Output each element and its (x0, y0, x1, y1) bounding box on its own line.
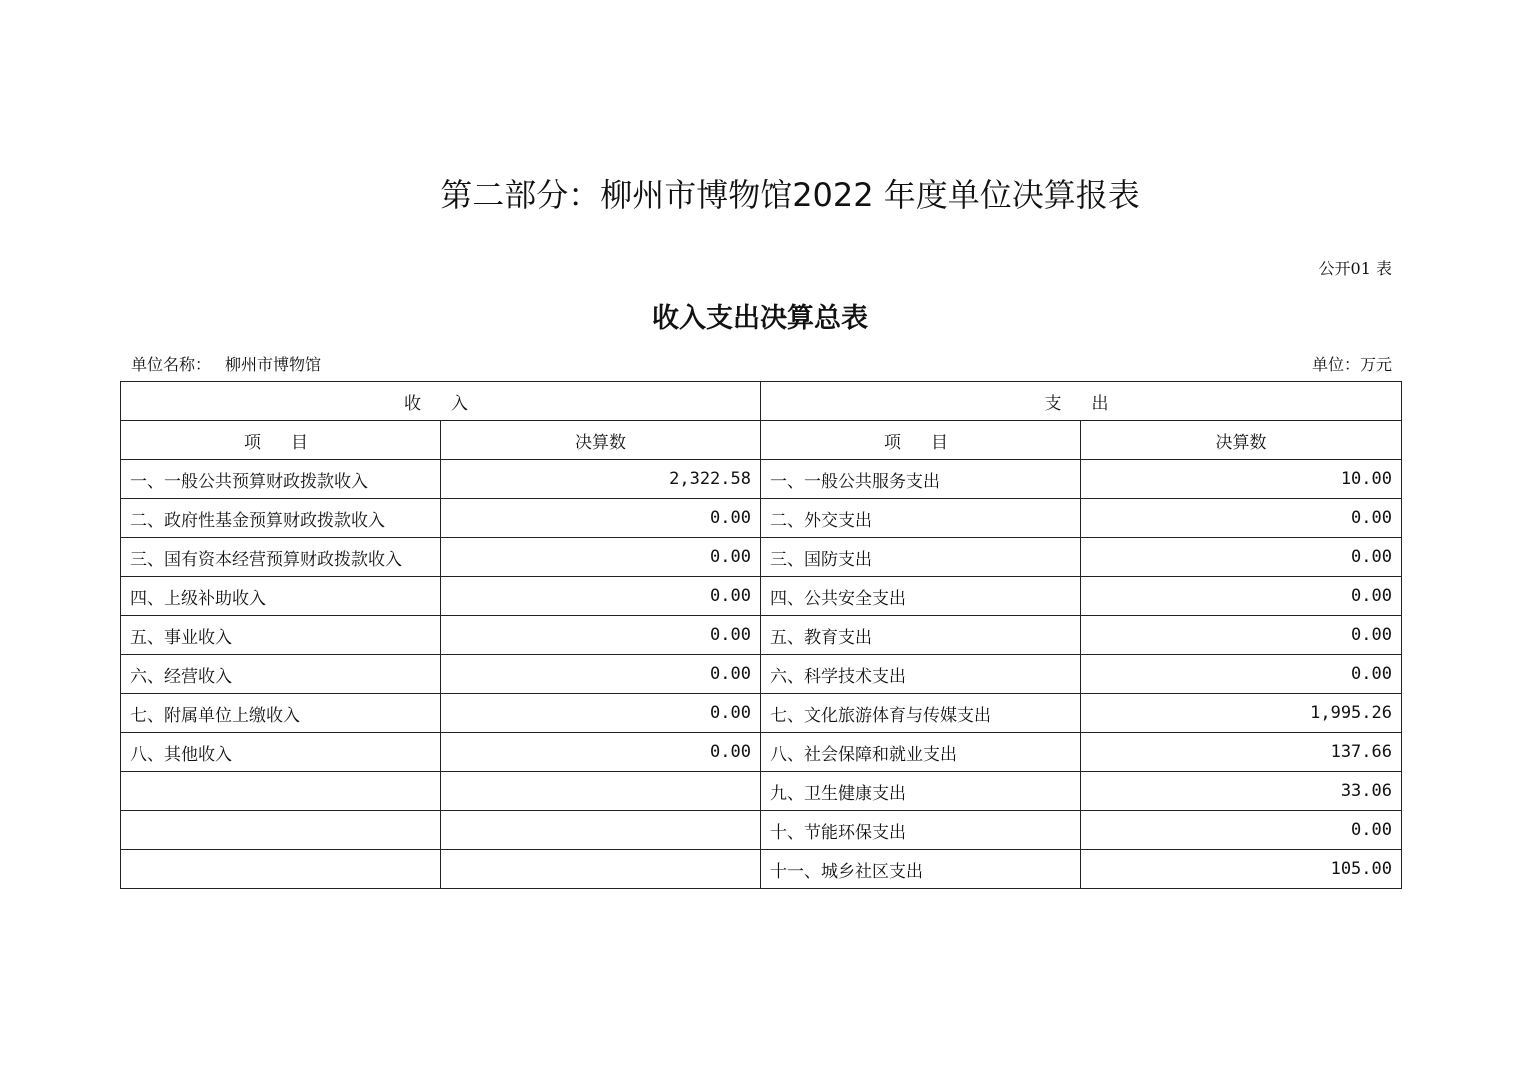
table-title: 收入支出决算总表 (652, 303, 868, 334)
expenditure-amount-cell: 0.00 (1081, 655, 1402, 694)
income-item-cell: 八、其他收入 (121, 733, 441, 772)
form-number: 公开01 表 (1318, 259, 1392, 278)
table-row (121, 655, 1402, 694)
table-row (121, 733, 1402, 772)
income-item-cell: 二、政府性基金预算财政拨款收入 (121, 499, 441, 538)
unit-name-value: 柳州市博物馆 (225, 355, 322, 374)
table-row (121, 616, 1402, 655)
expenditure-section-header: 支出 (761, 382, 1402, 421)
expenditure-item-cell: 十、节能环保支出 (761, 811, 1081, 850)
income-section-header: 收入 (121, 382, 761, 421)
income-item-cell: 一、一般公共预算财政拨款收入 (121, 460, 441, 499)
income-item-cell (121, 850, 441, 889)
expenditure-amount-cell: 137.66 (1081, 733, 1402, 772)
income-item-cell: 三、国有资本经营预算财政拨款收入 (121, 538, 441, 577)
income-amount-cell: 0.00 (441, 655, 761, 694)
expenditure-amount-cell: 0.00 (1081, 538, 1402, 577)
table-row (121, 850, 1402, 889)
expenditure-item-cell: 九、卫生健康支出 (761, 772, 1081, 811)
unit-name-label: 单位名称： (131, 355, 212, 374)
expenditure-item-cell: 六、科学技术支出 (761, 655, 1081, 694)
expenditure-amount-cell: 0.00 (1081, 811, 1402, 850)
unit-of-measure: 单位：万元 (1311, 355, 1392, 374)
income-amount-cell: 0.00 (441, 733, 761, 772)
income-amount-cell: 0.00 (441, 577, 761, 616)
expenditure-amount-cell: 0.00 (1081, 616, 1402, 655)
expenditure-item-cell: 五、教育支出 (761, 616, 1081, 655)
expenditure-item-cell: 三、国防支出 (761, 538, 1081, 577)
income-item-cell: 四、上级补助收入 (121, 577, 441, 616)
expenditure-amount-cell: 10.00 (1081, 460, 1402, 499)
expenditure-item-cell: 二、外交支出 (761, 499, 1081, 538)
income-expenditure-table (120, 381, 1402, 889)
income-amount-cell (441, 772, 761, 811)
expenditure-item-cell: 十一、城乡社区支出 (761, 850, 1081, 889)
income-item-header: 项目 (121, 421, 441, 460)
table-row (121, 577, 1402, 616)
expenditure-amount-cell: 1,995.26 (1081, 694, 1402, 733)
unit-name-line (131, 352, 321, 375)
section-header-row (121, 382, 1402, 421)
expenditure-amount-header: 决算数 (1081, 421, 1402, 460)
table-row (121, 772, 1402, 811)
expenditure-item-cell: 一、一般公共服务支出 (761, 460, 1081, 499)
expenditure-amount-cell: 0.00 (1081, 499, 1402, 538)
income-item-cell (121, 772, 441, 811)
income-item-cell: 五、事业收入 (121, 616, 441, 655)
income-amount-cell (441, 850, 761, 889)
table-row (121, 811, 1402, 850)
expenditure-amount-cell: 33.06 (1081, 772, 1402, 811)
expenditure-amount-cell: 105.00 (1081, 850, 1402, 889)
page-title: 第二部分：柳州市博物馆2022 年度单位决算报表 (440, 176, 1140, 214)
expenditure-item-header: 项目 (761, 421, 1081, 460)
income-amount-cell: 2,322.58 (441, 460, 761, 499)
income-amount-cell (441, 811, 761, 850)
column-header-row (121, 421, 1402, 460)
income-item-cell (121, 811, 441, 850)
income-amount-cell: 0.00 (441, 616, 761, 655)
income-amount-cell: 0.00 (441, 538, 761, 577)
income-item-cell: 六、经营收入 (121, 655, 441, 694)
table-row (121, 538, 1402, 577)
income-amount-header: 决算数 (441, 421, 761, 460)
expenditure-item-cell: 七、文化旅游体育与传媒支出 (761, 694, 1081, 733)
expenditure-item-cell: 四、公共安全支出 (761, 577, 1081, 616)
table-row (121, 499, 1402, 538)
expenditure-amount-cell: 0.00 (1081, 577, 1402, 616)
income-amount-cell: 0.00 (441, 499, 761, 538)
table-row (121, 460, 1402, 499)
expenditure-item-cell: 八、社会保障和就业支出 (761, 733, 1081, 772)
income-amount-cell: 0.00 (441, 694, 761, 733)
table-row (121, 694, 1402, 733)
income-item-cell: 七、附属单位上缴收入 (121, 694, 441, 733)
